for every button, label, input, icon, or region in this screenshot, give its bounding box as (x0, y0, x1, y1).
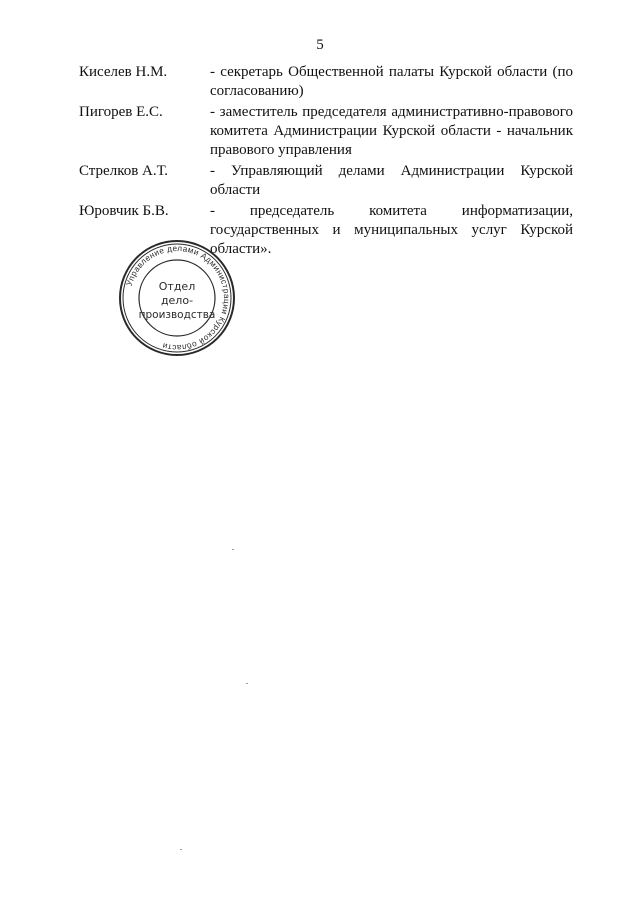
members-list (79, 63, 573, 261)
member-name: Стрелков А.Т. (79, 163, 169, 179)
member-name: Пигорев Е.С. (79, 104, 163, 120)
office-stamp (117, 238, 237, 358)
member-role: - заместитель председателя административно-правового комитета Администрации Курской области - начальник правового управления (210, 104, 573, 158)
stamp-line-3: производства (138, 309, 216, 321)
member-row (79, 103, 573, 160)
stamp-seal (117, 238, 237, 358)
scan-speck (180, 849, 182, 850)
stamp-ring-text: Управление делами Администрации Курской области (124, 243, 232, 353)
page-number: 5 (316, 37, 324, 53)
member-role: - секретарь Общественной палаты Курской области (по согласованию) (210, 64, 573, 99)
stamp-line-1: Отдел (158, 280, 196, 293)
scan-speck (232, 549, 234, 550)
member-role: - председатель комитета информатизации, государственных и муниципальных услуг Курской области». (210, 203, 573, 257)
member-role: - Управляющий делами Администрации Курской области (210, 163, 573, 198)
scan-speck (246, 683, 248, 684)
member-name: Юровчик Б.В. (79, 203, 169, 219)
stamp-line-2: дело- (160, 294, 194, 307)
member-row (79, 63, 573, 101)
member-name: Киселев Н.М. (79, 64, 168, 80)
member-row (79, 162, 573, 200)
